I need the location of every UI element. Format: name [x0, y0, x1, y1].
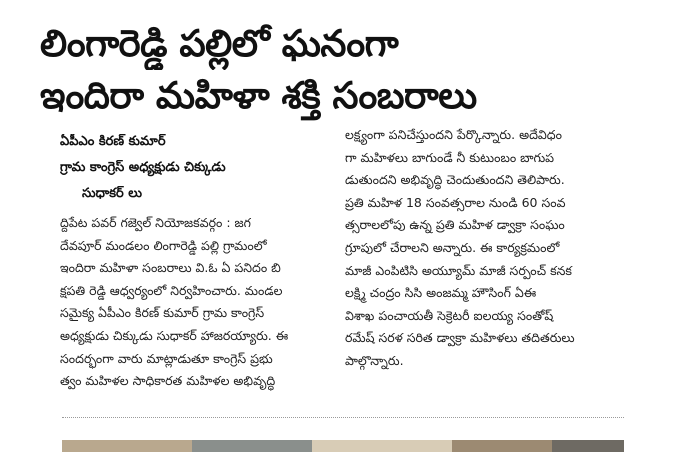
photo-region: [552, 440, 624, 452]
photo-region: [192, 440, 312, 452]
article-column-right: [345, 124, 621, 373]
article-line: గా మహిళలు బాగుండే నీ కుటుంబం బాగుప: [345, 149, 555, 165]
article-line: పాల్గొన్నారు.: [345, 352, 404, 368]
headline-line-1: లింగారెడ్డి పల్లిలో ఘనంగా: [40, 22, 399, 65]
byline-line-2: గ్రామ కాంగ్రెస్ అధ్యక్షుడు చిక్కుడు: [60, 160, 226, 175]
article-line: ఇందిరా మహిళా సంబరాలు వి.ఓ ఏ పనిదం బి: [60, 260, 281, 276]
article-column-left: [60, 212, 336, 393]
article-line: రమేష్ సరళ సరిత డ్వాక్రా మహిళలు తదితరులు: [345, 330, 575, 346]
article-line: లక్ష్యంగా పనిచేస్తుందని పేర్కొన్నారు. అదేవిధం: [345, 127, 562, 142]
article-line: గ్రూపులో చేరాలని అన్నారు. ఈ కార్యక్రమంలో: [345, 239, 560, 255]
article-line: అధ్యక్షుడు చిక్కుడు సుధాకర్ హాజరయ్యారు. ఈ: [60, 327, 289, 343]
section-divider: [62, 417, 624, 418]
article-line: మాజీ ఎంపిటిసి అయ్యూమ్ మాజీ సర్పంచ్ కనక: [345, 262, 572, 278]
photo-partial: [62, 440, 624, 452]
article-line: క్షపతి రెడ్డి ఆధ్వర్యంలో నిర్వహించారు. మండల: [60, 282, 283, 298]
article-line: దేవపూర్ మండలం లింగారెడ్డి పల్లి గ్రామంలో: [60, 237, 267, 253]
article-line: సమైక్య ఏపీఎం కిరణ్ కుమార్ గ్రామ కాంగ్రెస్: [60, 305, 265, 321]
article-line: ప్రతి మహిళ 18 సంవత్సరాల నుండి 60 సంవ: [345, 194, 566, 210]
byline-line-1: ఏపీఎం కిరణ్ కుమార్: [60, 134, 166, 149]
byline-line-3: సుధాకర్ లు: [82, 186, 142, 201]
article-line: లక్ష్మి చంద్రం సిసి అంజమ్మ హౌసింగ్ ఏఈ: [345, 285, 537, 301]
article-line: త్సరాలలోపు ఉన్న ప్రతి మహిళ డ్వాక్రా సంఘం: [345, 217, 565, 233]
article-line: డుతుందని అభివృద్ధి చెందుతుందని తెలిపారు.: [345, 172, 565, 188]
article-line: విశాఖ పంచాయతీ సెక్రెటరీ ఐలయ్య సంతోష్: [345, 307, 554, 323]
article-line: త్వం మహిళల సాధికారత మహిళల అభివృద్ధి: [60, 373, 276, 389]
photo-region: [452, 440, 552, 452]
photo-region: [62, 440, 192, 452]
photo-region: [312, 440, 452, 452]
article-line: సందర్భంగా వారు మాట్లాడుతూ కాంగ్రెస్ ప్రభు: [60, 350, 273, 366]
article-line: ద్దిపేట పవర్ గజ్వెల్ నియోజకవర్గం : జగ: [60, 215, 251, 230]
headline-line-2: ఇందిరా మహిళా శక్తి సంబరాలు: [40, 74, 477, 117]
